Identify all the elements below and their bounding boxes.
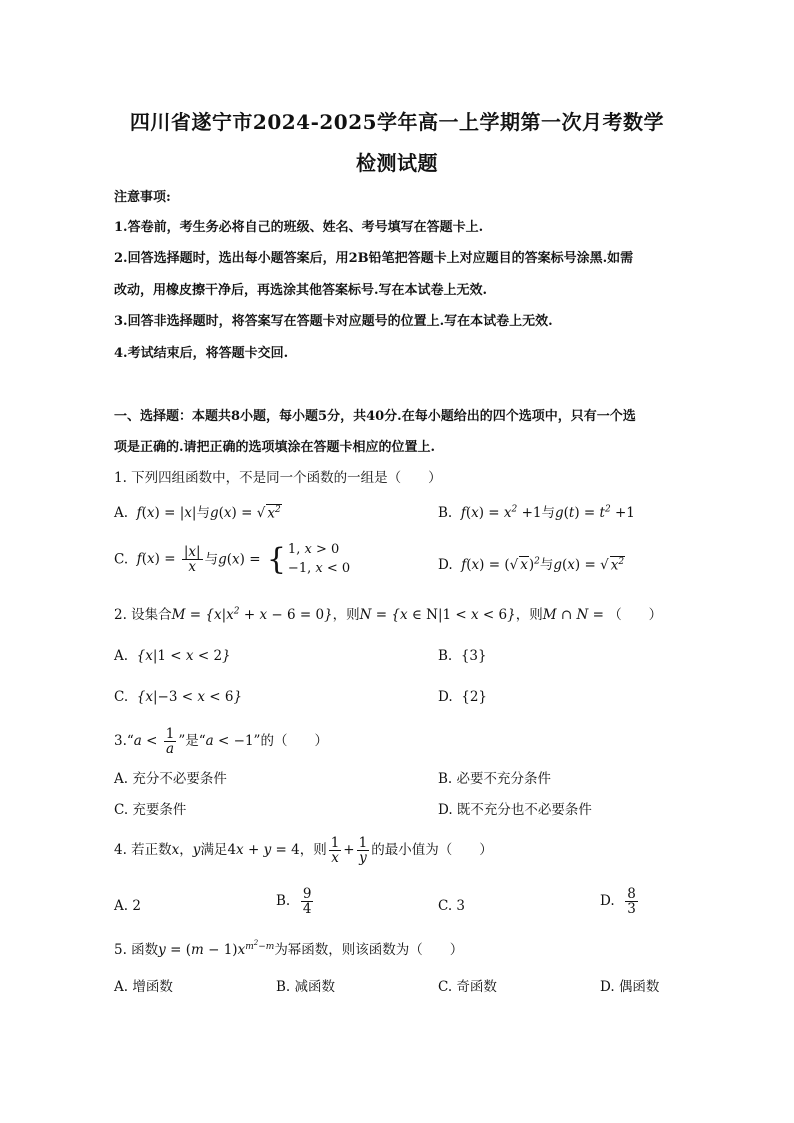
notice-item-1: 1.答卷前，考生务必将自己的班级、姓名、考号填写在答题卡上. — [114, 220, 484, 235]
notice-item-4: 4.考试结束后，将答题卡交回. — [114, 346, 289, 361]
question-4-option-d: D. $\frac{8}{3}$ — [600, 886, 636, 918]
question-4-option-c: C. 3 — [438, 898, 466, 914]
notice-item-2-cont: 改动，用橡皮擦干净后，再选涂其他答案标号.写在本试卷上无效. — [114, 283, 488, 298]
question-5-option-a: A. 增函数 — [114, 979, 173, 995]
question-2-option-a: A. {x|1 < x < 2} — [114, 648, 231, 664]
question-2-stem: 2. 设集合$M = \{x|x^2 + x - 6 = 0\}$，则N = {x ∈ N|1 < x < 6}，则M ∩ N = （ ） — [114, 606, 663, 623]
notice-item-2: 2.回答选择题时，选出每小题答案后，用2B铅笔把答题卡上对应题目的答案标号涂黑.如需 — [114, 251, 634, 266]
notice-heading: 注意事项: — [114, 190, 171, 205]
question-3-option-a: A. 充分不必要条件 — [114, 771, 227, 787]
question-5-stem: 5. 函数$y = (m - 1)x^{m^2-m}$为幂函数，则该函数为（ ） — [114, 938, 464, 958]
question-4-stem: 4. 若正数x，y满足4x + y = 4，则 $\frac{1}{x}$ + $\frac{1}{y}$ 的最小值为（ ） — [114, 835, 493, 867]
question-1-option-a: A. f(x) = |x|与g(x) = √ $x^2$ — [114, 504, 281, 521]
section-instructions-cont: 项是正确的.请把正确的选项填涂在答题卡相应的位置上. — [114, 440, 436, 455]
question-4-option-b: B. $\frac{9}{4}$ — [276, 886, 312, 918]
notice-item-3: 3.回答非选择题时，将答案写在答题卡对应题号的位置上.写在本试卷上无效. — [114, 314, 553, 329]
question-1-stem: 1. 下列四组函数中，不是同一个函数的一组是（ ） — [114, 470, 442, 486]
question-1-option-c: C. f(x) = $\frac{|x|}{x}$ 与g(x) = { 1, x > 0 −1, x < 0 — [114, 541, 351, 577]
question-3-option-c: C. 充要条件 — [114, 802, 187, 818]
section-instructions: 一、选择题：本题共8小题，每小题5分，共40分.在每小题给出的四个选项中，只有一个选 — [114, 409, 636, 424]
question-5-option-c: C. 奇函数 — [438, 979, 497, 995]
question-2-option-c: C. {x|−3 < x < 6} — [114, 689, 243, 705]
question-2-option-d: D. {2} — [438, 689, 488, 705]
question-4-option-a: A. 2 — [114, 898, 141, 914]
exam-title: 四川省遂宁市2024-2025学年高一上学期第一次月考数学 — [129, 110, 665, 134]
question-2-option-b: B. {3} — [438, 648, 487, 664]
question-1-option-d: D. f(x) = (√ x)$^2$与g(x) = √ $x^2$ — [438, 556, 625, 573]
question-5-option-d: D. 偶函数 — [600, 979, 660, 995]
exam-title-line2: 检测试题 — [356, 151, 438, 175]
question-1-option-b: B. $f(x) = x^2 +1$与$g(t) = t^2 +1$ — [438, 504, 635, 521]
question-3-option-b: B. 必要不充分条件 — [438, 771, 552, 787]
question-5-option-b: B. 减函数 — [276, 979, 336, 995]
question-3-option-d: D. 既不充分也不必要条件 — [438, 802, 592, 818]
question-3-stem: 3.“a < $\frac{1}{a}$ ”是“a < −1”的（ ） — [114, 726, 328, 758]
